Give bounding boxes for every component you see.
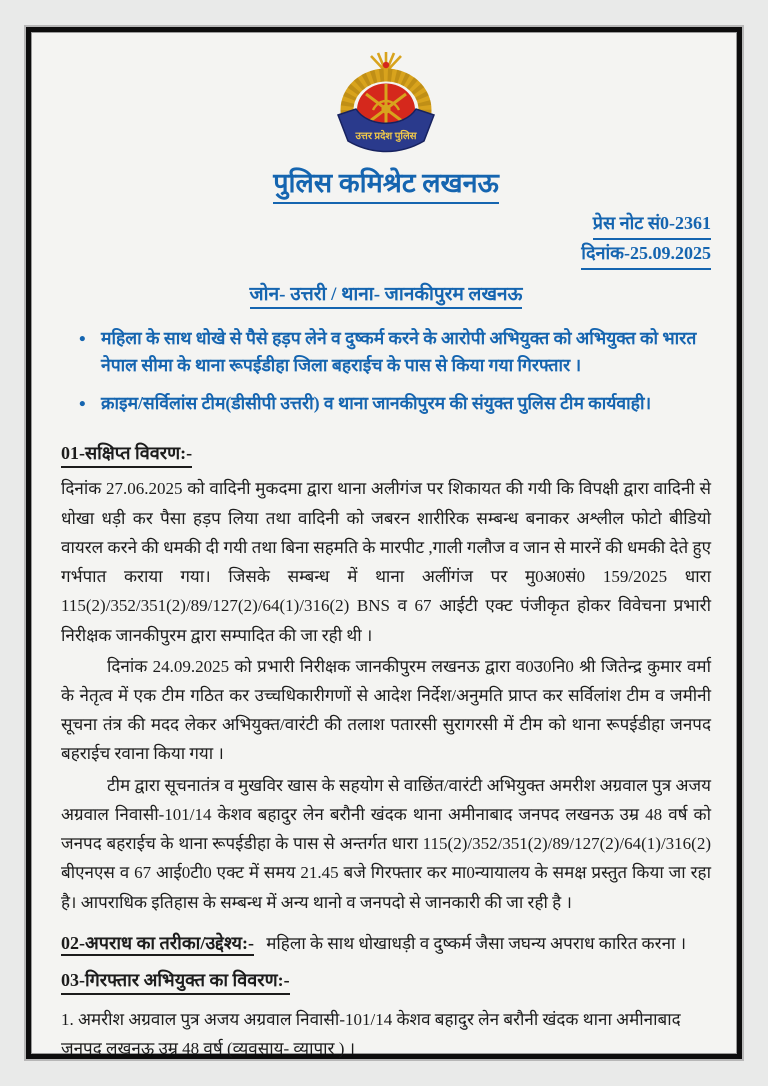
document-page: [26, 27, 742, 1059]
org-title-text: पुलिस कमिश्रेट लखनऊ: [273, 163, 499, 204]
highlight-bullets: [75, 325, 711, 417]
zone-thana-text: जोन- उत्तरी / थाना- जानकीपुरम लखनऊ: [250, 280, 523, 309]
press-note-number: प्रेस नोट सं0-2361: [593, 210, 711, 240]
ribbon-text: उत्तर प्रदेश पुलिस: [355, 131, 417, 142]
up-police-emblem-icon: [326, 52, 446, 156]
section-3-heading: 03-गिरफ्तार अभियुक्त का विवरण:-: [61, 968, 711, 995]
section-1-heading: 01-सक्षिप्त विवरण:-: [61, 441, 711, 468]
zone-thana-line: [61, 280, 711, 309]
press-note-date: दिनांक-25.09.2025: [581, 240, 711, 270]
document-content: [31, 32, 737, 1063]
section-2-text: महिला के साथ धोखाधड़ी व दुष्कर्म जैसा जघन्य अपराध कारित करना ।: [266, 933, 687, 953]
press-note-meta: [61, 210, 711, 270]
bullet-item: • क्राइम/सर्विलांस टीम(डीसीपी उत्तरी) व थाना जानकीपुरम की संयुक्त पुलिस टीम कार्यवाही।: [75, 390, 711, 417]
section-2: [61, 929, 711, 958]
bullet-item: • महिला के साथ धोखे से पैसे हड़प लेने व दुष्कर्म करने के आरोपी अभियुक्त को अभियुक्त को भारत नेपाल सीमा के थाना रूपईडीहा जिला बहराईच के पास से किया गया गिरफ्तार ।: [75, 325, 711, 379]
section-1-paragraph-2: दिनांक 24.09.2025 को प्रभारी निरीक्षक जानकीपुरम लखनऊ द्वारा व0उ0नि0 श्री जितेन्द्र कुमार वर्मा के नेतृत्व में एक टीम गठित कर उच्चधिकारीगणों से आदेश निर्देश/अनुमति प्राप्त कर सर्विलांश टीम व जमीनी सूचना तंत्र की मदद लेकर अभियुक्त/वारंटी की तलाश पतारसी सुरागरसी में टीम को थाना रूपईडीहा जनपद बहराईच रवाना किया गया ।: [61, 656, 711, 764]
section-1-paragraph-3: टीम द्वारा सूचनातंत्र व मुखविर खास के सहयोग से वाछिंत/वारंटी अभियुक्त अमरीश अग्रवाल पुत्र अजय अग्रवाल निवासी-101/14 केशव बहादुर लेन बरौनी खंदक थाना अमीनाबाद जनपद लखनऊ उम्र 48 वर्ष को जनपद बहराईच के थाना रूपईडीहा के पास से अन्तर्गत धारा 115(2)/352/351(2)/89/127(2)/64(1)/316(2) बीएनएस व 67 आई0टी0 एक्ट में समय 21.45 बजे गिरफ्तार कर मा0न्यायालय के समक्ष प्रस्तुत किया जा रहा है। आपराधिक इतिहास के सम्बन्ध में अन्य थानो व जनपदो से जानकारी की जा रही है ।: [61, 775, 711, 912]
logo-container: [61, 52, 711, 161]
org-title: [61, 163, 711, 204]
section-1-paragraph-1: दिनांक 27.06.2025 को वादिनी मुकदमा द्वारा थाना अलीगंज पर शिकायत की गयी कि विपक्षी द्वारा वादिनी से धोखा धड़ी कर पैसा हड़प लिया तथा वादिनी को जबरन शारीरिक सम्बन्ध बनाकर अश्लील फोटो बीडियो वायरल करने की धमकी दी गयी तथा बिना सहमति के मारपीट ,गाली गलौज व जान से मारनें की धमकी देते हुए गर्भपात कराया गया। जिसके सम्बन्ध में थाना अलींगंज पर मु0अ0सं0 159/2025 धारा 115(2)/352/351(2)/89/127(2)/64(1)/316(2) BNS व 67 आईटी एक्ट पंजीकृत होकर विवेचना प्रभारी निरीक्षक जानकीपुरम द्वारा सम्पादित की जा रही थी ।: [61, 479, 711, 645]
section-3-item-1: 1. अमरीश अग्रवाल पुत्र अजय अग्रवाल निवासी-101/14 केशव बहादुर लेन बरौनी खंदक थाना अमीनाबाद जनपद लखनऊ उम्र 48 वर्ष (व्यवसाय- व्यापार ) ।: [61, 1009, 681, 1058]
section-2-heading: 02-अपराध का तरीका/उद्देश्य:-: [61, 933, 254, 956]
